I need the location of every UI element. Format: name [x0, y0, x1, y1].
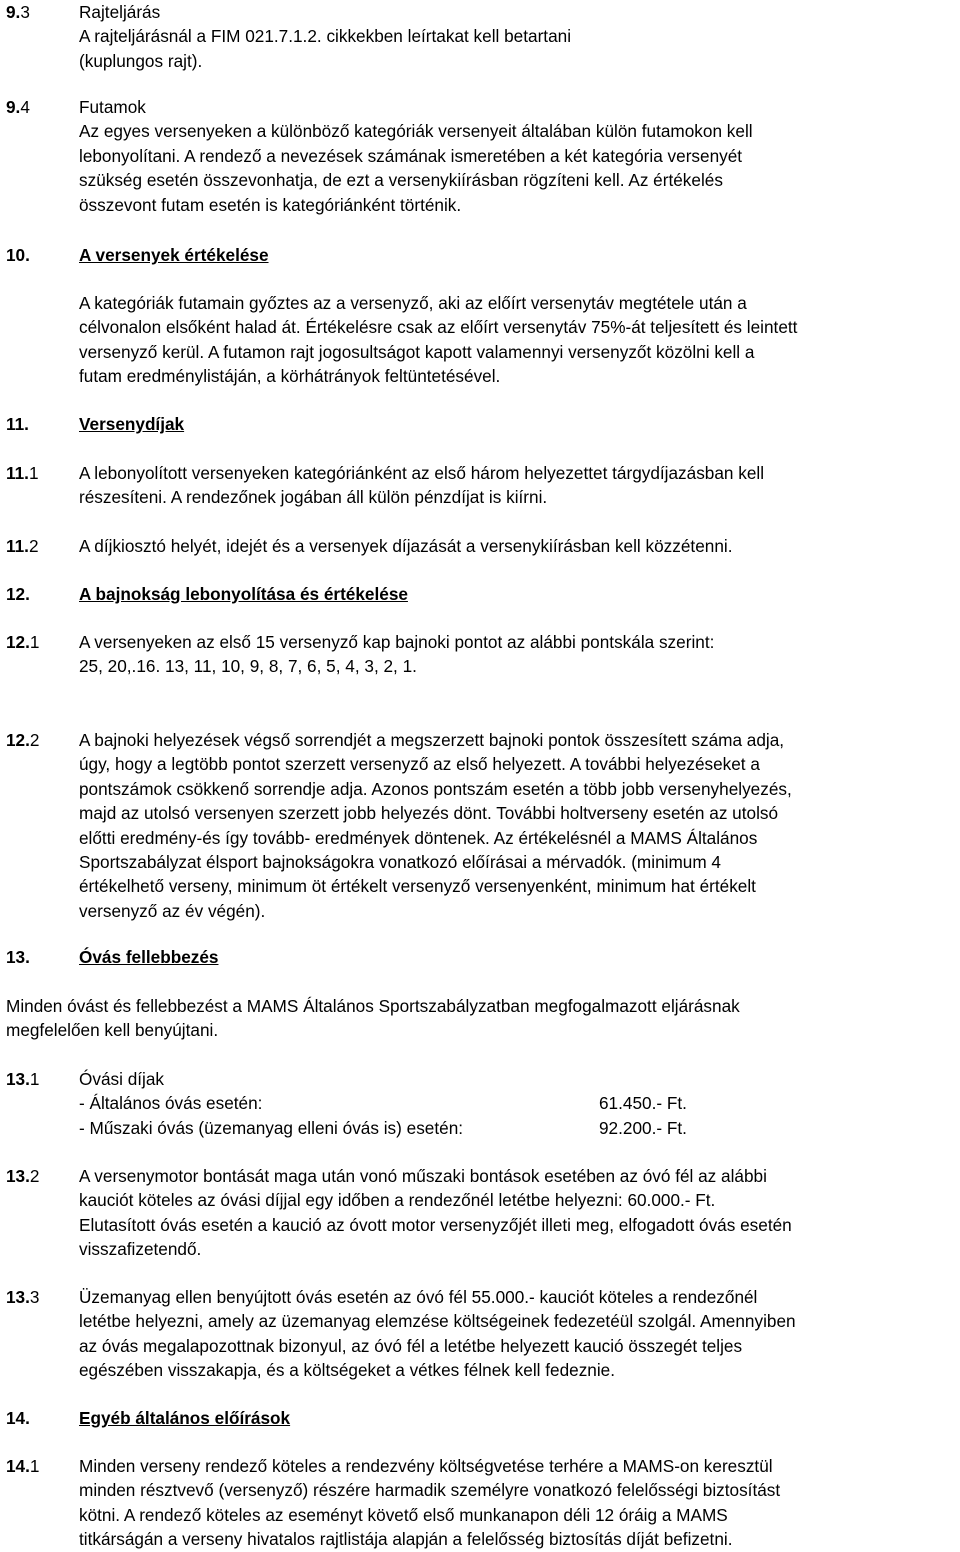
paragraph-line: előtti eredmény-és így tovább- eredmények döntenek. Az értékelésnél a MAMS Általános [79, 827, 758, 848]
fee-label: - Műszaki óvás (üzemanyag elleni óvás is) esetén: [79, 1117, 464, 1138]
paragraph-line: Üzemanyag ellen benyújtott óvás esetén az óvó fél 55.000.- kauciót köteles a rendezőnél [79, 1287, 758, 1307]
section-title: Óvási díjak [79, 1069, 165, 1089]
section-13-2 [6, 1164, 960, 1262]
paragraph-line: célvonalon elsőként halad át. Értékelésre csak az előírt versenytáv 75%-át teljesített és leintett [79, 317, 798, 338]
fee-amount: 92.200.- Ft. [599, 1117, 687, 1138]
paragraph-line: Sportszabályzat élsport bajnokságokra vonatkozó előírásai a mérvadók. (minimum 4 [79, 852, 721, 873]
fee-row [79, 1116, 960, 1140]
fee-amount: 61.450.- Ft. [599, 1093, 687, 1114]
section-number: 11. [6, 414, 29, 434]
paragraph-line: az óvás megalapozottnak bizonyul, az óvó fél a letétbe helyezett kaució összegét teljes [79, 1335, 743, 1356]
paragraph-line: értékelhető verseny, minimum öt értékelt versenyző versenyenként, minimum hat értékelt [79, 876, 756, 897]
section-14-heading [6, 1406, 960, 1430]
paragraph-line: A bajnoki helyezések végső sorrendjét a megszerzett bajnoki pontok összesített száma adja, [79, 730, 785, 750]
section-number: 10. [6, 245, 30, 265]
section-number: 14.1 [6, 1456, 40, 1476]
paragraph-line: futam eredménylistáján, a körhátrányok feltüntetésével. [79, 366, 501, 387]
paragraph-line: Minden verseny rendező köteles a rendezvény költségvetése terhére a MAMS-on keresztül [79, 1456, 773, 1476]
section-14-1 [6, 1454, 960, 1552]
paragraph-line: összevont futam esetén is kategóriánként történik. [79, 194, 462, 215]
paragraph-line: A lebonyolított versenyeken kategóriánként az első három helyezettet tárgydíjazásban kell [79, 463, 765, 483]
paragraph-line: visszafizetendő. [79, 1239, 202, 1260]
section-title: A versenyek értékelése [79, 245, 269, 265]
section-12-2 [6, 728, 960, 923]
paragraph-line: kötni. A rendező köteles az eseményt követő első munkanapon déli 12 óráig a MAMS [79, 1504, 728, 1525]
paragraph-line: minden résztvevő (versenyző) részére harmadik személyre vonatkozó felelősségi biztosítást [79, 1480, 781, 1501]
section-number: 9.3 [6, 2, 30, 22]
section-title: Óvás fellebbezés [79, 947, 219, 967]
section-number: 12.1 [6, 632, 40, 652]
section-number: 13.1 [6, 1069, 40, 1089]
paragraph-line: egészében visszakapja, és a költségeket a vétkes félnek kell fedeznie. [79, 1360, 615, 1381]
paragraph-line: letétbe helyezni, amely az üzemanyag elemzése költségeinek fedezetéül szolgál. Amennyiben [79, 1311, 796, 1332]
paragraph-line: A kategóriák futamain győztes az a versenyző, aki az előírt versenytáv megtétele után a [79, 293, 747, 313]
paragraph-line: A versenyeken az első 15 versenyző kap bajnoki pontot az alábbi pontskála szerint: [79, 632, 715, 652]
fee-label: - Általános óvás esetén: [79, 1093, 263, 1114]
paragraph-line: majd az utolsó versenyen szerzett jobb helyezés dönt. További holtverseny esetén az utolsó [79, 803, 779, 824]
section-number: 13.3 [6, 1287, 40, 1307]
paragraph-line: lebonyolítani. A rendező a nevezések számának ismeretében a két kategória versenyét [79, 145, 743, 166]
section-title: Egyéb általános előírások [79, 1408, 291, 1428]
section-11-heading [6, 412, 960, 436]
paragraph-line: titkárságán a verseny hivatalos rajtlistája alapján a felelősség biztosítás díját befizetni. [79, 1529, 733, 1550]
section-10-body [6, 291, 960, 389]
section-number: 12. [6, 584, 30, 604]
paragraph-line: pontszámok csökkenő sorrendje adja. Azonos pontszám esetén a több jobb versenyhelyezés, [79, 778, 792, 799]
fee-row [79, 1091, 960, 1115]
section-9-3 [6, 0, 960, 73]
paragraph-line: Elutasított óvás esetén a kaució az óvott motor versenyzőjét illeti meg, elfogadott óvás esetén [79, 1214, 792, 1235]
section-9-4 [6, 95, 960, 217]
paragraph-line: Minden óvást és fellebbezést a MAMS Általános Sportszabályzatban megfogalmazott eljárásnak [6, 996, 740, 1016]
section-number: 14. [6, 1408, 30, 1428]
points-scale: 25, 20,.16. 13, 11, 10, 9, 8, 7, 6, 5, 4, 3, 2, 1. [79, 656, 417, 677]
section-13-body [6, 994, 960, 1043]
paragraph-line: szükség esetén összevonhatja, de ezt a versenykiírásban rögzíteni kell. Az értékelés [79, 170, 723, 191]
section-title: Futamok [79, 97, 146, 117]
section-13-heading [6, 945, 960, 969]
paragraph-line: részesíteni. A rendezőnek jogában áll külön pénzdíjat is kiírni. [79, 487, 548, 508]
section-12-heading [6, 582, 960, 606]
paragraph-line: kauciót köteles az óvási díjjal egy időben a rendezőnél letétbe helyezni: 60.000.- Ft. [79, 1190, 716, 1211]
section-number: 13. [6, 947, 30, 967]
section-13-1 [6, 1067, 960, 1140]
section-12-1 [6, 630, 960, 679]
section-title: Rajteljárás [79, 2, 161, 22]
section-number: 11.1 [6, 463, 39, 483]
paragraph-line: A versenymotor bontását maga után vonó műszaki bontások esetében az óvó fél az alábbi [79, 1166, 767, 1186]
paragraph-line: úgy, hogy a legtöbb pontot szerzett versenyző az első helyezett. A további helyezéseket a [79, 754, 760, 775]
section-number: 13.2 [6, 1166, 40, 1186]
paragraph-line: versenyző az év végén). [79, 900, 266, 921]
section-title: A bajnokság lebonyolítása és értékelése [79, 584, 408, 604]
section-title: Versenydíjak [79, 414, 185, 434]
section-number: 12.2 [6, 730, 40, 750]
paragraph-line: megfelelően kell benyújtani. [6, 1020, 219, 1041]
section-number: 11.2 [6, 536, 39, 556]
paragraph-line: A rajteljárásnál a FIM 021.7.1.2. cikkekben leírtakat kell betartani [79, 26, 572, 47]
section-13-3 [6, 1285, 960, 1383]
paragraph-line: (kuplungos rajt). [79, 50, 203, 71]
section-10-heading [6, 243, 960, 267]
paragraph-line: Az egyes versenyeken a különböző kategóriák versenyeit általában külön futamokon kell [79, 121, 753, 142]
section-11-2 [6, 534, 960, 558]
paragraph-line: A díjkiosztó helyét, idejét és a versenyek díjazását a versenykiírásban kell közzétenni. [79, 536, 733, 556]
section-11-1 [6, 461, 960, 510]
section-number: 9.4 [6, 97, 30, 117]
paragraph-line: versenyző kerül. A futamon rajt jogosultságot kapott valamennyi versenyzőt közölni kell a [79, 341, 755, 362]
